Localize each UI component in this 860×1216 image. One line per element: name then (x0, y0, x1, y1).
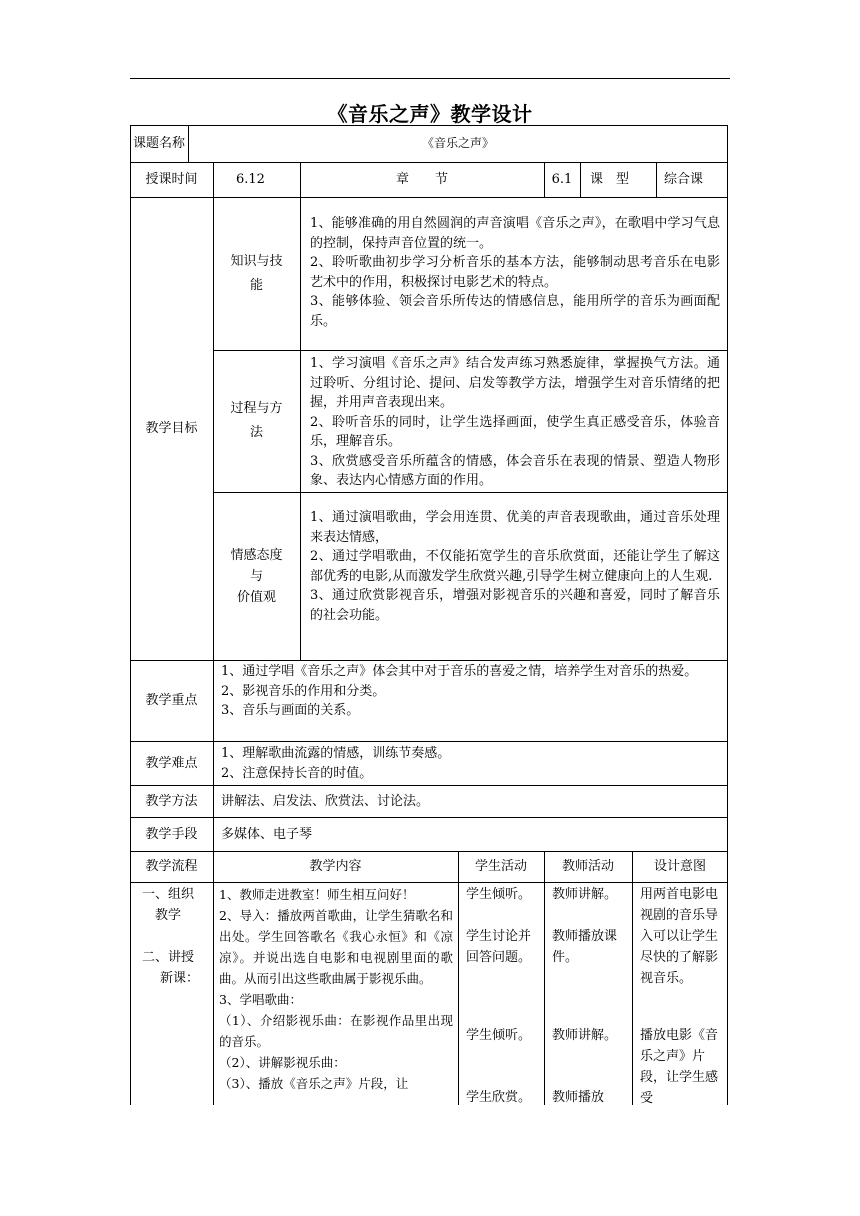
flow-header-content: 教学内容 (309, 859, 362, 874)
page-title: 《音乐之声》教学设计 (327, 102, 533, 126)
means-value: 多媒体、电子琴 (221, 826, 313, 842)
teach-time-label: 授课时间 (145, 172, 198, 187)
knowledge-text: 1、能够准确的用自然圆润的声音演唱《音乐之声》，在歌唱中学习气息的控制，保持声音位置的统一。 2、聆听歌曲初步学习分析音乐的基本方法，能够制动思考音乐在电影艺术中的作用，积极探讨电影艺术的特点。 3、能够体验、领会音乐所传达的情感信息，能用所学的音乐为画面配乐。 (310, 216, 720, 329)
knowledge-label: 知识与技 能 (230, 253, 283, 293)
flow-stage: 新课： (160, 971, 200, 986)
design-intent: 用两首电影电视剧的音乐导入可以让学生尽快的了解影视音乐。 (640, 887, 719, 986)
teach-time-value: 6.12 (236, 172, 265, 187)
methods-label: 教学方法 (145, 793, 198, 809)
objectives-label: 教学目标 (145, 421, 198, 436)
type-value: 综合课 (664, 172, 704, 187)
student-activity: 学生倾听。 (466, 887, 532, 902)
course-name-label: 课题名称 (132, 136, 185, 151)
teacher-activity: 教师播放课件。 (552, 929, 618, 965)
flow-header-stage: 教学流程 (145, 859, 198, 874)
key-points-text: 1、通过学唱《音乐之声》体会其中对于音乐的喜爱之情，培养学生对音乐的热爱。 2、影视音乐的作用和分类。 3、音乐与画面的关系。 (221, 664, 698, 718)
chapter-label: 章 节 (395, 172, 448, 187)
teacher-activity: 教师讲解。 (552, 1028, 618, 1043)
course-name-value: 《音乐之声》 (421, 136, 494, 150)
teacher-activity: 教师讲解。 (552, 887, 618, 902)
process-label: 过程与方 法 (230, 401, 283, 440)
flow-content: 1、教师走进教室！师生相互问好！ 2、导入：播放两首歌曲，让学生猜歌名和出处。学生回答歌名《我心永恒》和《凉凉》。并说出选自电影和电视剧里面的歌曲。从而引出这些歌曲属于影视乐曲。 3、学唱歌曲： （1）、介绍影视乐曲：在影视作品里出现的音乐。 （2）、讲解影视乐曲： （3）、播放《音乐之声》片段，让 (219, 887, 453, 1091)
flow-header-teacher: 教师活动 (561, 859, 614, 874)
process-text: 1、学习演唱《音乐之声》结合发声练习熟悉旋律，掌握换气方法。通过聆听、分组讨论、提问、启发等教学方法，增强学生对音乐情绪的把握，并用声音表现出来。 2、聆听音乐的同时，让学生选择画面，使学生真正感受音乐，体验音乐，理解音乐。 3、欣赏感受音乐所蕴含的情感，体会音乐在表现的情景、塑造人物形象、表达内心情感方面的作用。 (310, 356, 720, 488)
student-activity: 学生倾听。 (466, 1028, 532, 1043)
chapter-value: 6.1 (551, 172, 573, 187)
flow-stage: 教学 (155, 908, 182, 923)
flow-stage: 一、组织 (142, 887, 195, 902)
difficulties-text: 1、理解歌曲流露的情感，训练节奏感。 2、注意保持长音的时值。 (221, 746, 451, 781)
teacher-activity: 教师播放 (552, 1090, 605, 1105)
flow-stage: 二、讲授 (142, 950, 195, 965)
flow-header-intent: 设计意图 (653, 859, 706, 874)
emotion-text: 1、通过演唱歌曲，学会用连贯、优美的声音表现歌曲，通过音乐处理来表达情感， 2、通过学唱歌曲，不仅能拓宽学生的音乐欣赏面，还能让学生了解这部优秀的电影,从而激发学生欣赏兴趣,引导学生树立健康向上的人生观. 3、通过欣赏影视音乐，增强对影视音乐的兴趣和喜爱，同时了解音乐的社会功能。 (310, 510, 720, 623)
difficulties-label: 教学难点 (145, 755, 198, 771)
key-points-label: 教学重点 (145, 693, 198, 708)
flow-header-student: 学生活动 (474, 859, 527, 874)
design-intent: 播放电影《音乐之声》片段，让学生感受 (640, 1028, 719, 1106)
header-rule (130, 78, 730, 79)
student-activity: 学生欣赏。 (466, 1090, 532, 1105)
student-activity: 学生讨论并回答问题。 (466, 929, 532, 965)
methods-value: 讲解法、启发法、欣赏法、讨论法。 (221, 793, 430, 809)
means-label: 教学手段 (145, 826, 198, 842)
type-label: 课 型 (590, 172, 630, 187)
emotion-label: 情感态度 与 价值观 (230, 547, 283, 605)
